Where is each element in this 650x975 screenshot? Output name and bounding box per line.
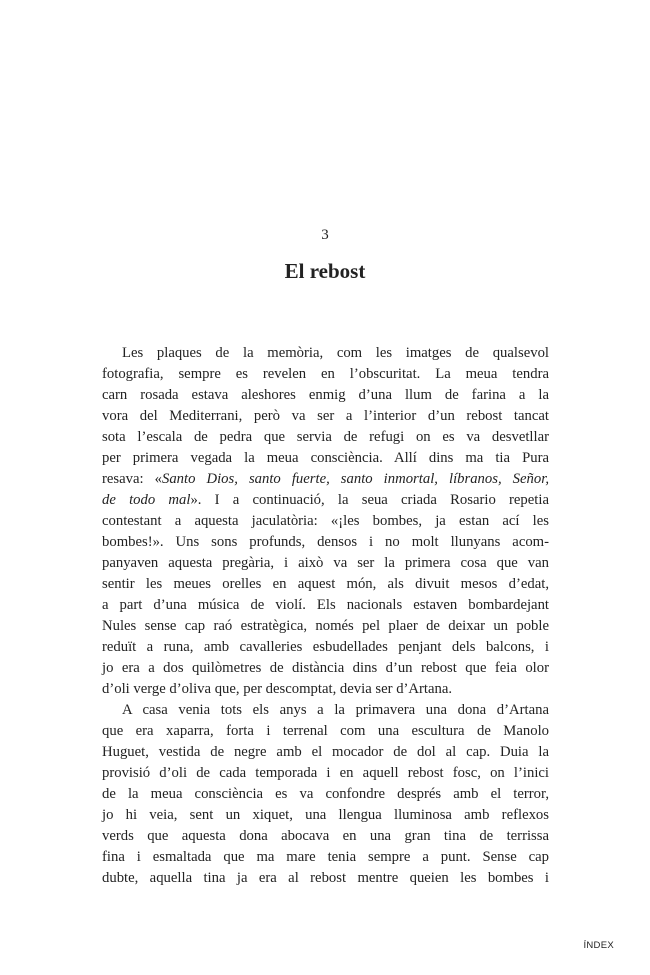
text-line: carn rosada estava aleshores enmig d’una llum de farina a la	[102, 387, 549, 403]
text-line: jo hi veia, sent un xiquet, una llengua lluminosa amb reflexos	[102, 807, 549, 823]
text-line: Les plaques de la memòria, com les imatges de qualsevol	[122, 345, 549, 361]
chapter-title: El rebost	[284, 259, 366, 283]
text-run: ». I a continuació, la seua criada Rosario repetia	[190, 492, 549, 508]
text-line: bombes!». Uns sons profunds, densos i no molt llunyans acom-	[102, 534, 549, 550]
text-line: d’oli verge d’oliva que, per descomptat, devia ser d’Artana.	[102, 681, 453, 697]
text-line: que era xaparra, forta i terrenal com una escultura de Manolo	[102, 723, 549, 739]
text-line: panyaven aquesta pregària, i això va ser la primera cosa que van	[102, 555, 549, 571]
text-line: provisió d’oli de cada temporada i en aquell rebost fosc, on l’inici	[102, 765, 549, 781]
text-line: per primera vegada la meua consciència. Allí dins ma tia Pura	[102, 450, 549, 466]
text-line: reduït a runa, amb cavalleries esbudellades penjant dels balcons, i	[102, 639, 549, 655]
italic-quote: de todo mal	[102, 492, 191, 508]
text-line: dubte, aquella tina ja era al rebost mentre queien les bombes i	[102, 870, 549, 886]
text-line: Huguet, vestida de negre amb el mocador de dol al cap. Duia la	[102, 744, 549, 760]
text-line: sota l’escala de pedra que servia de refugi on es va desvetllar	[102, 429, 549, 445]
text-line: vora del Mediterrani, però va ser a l’interior d’un rebost tancat	[102, 408, 549, 424]
text-line: Nules sense cap raó estratègica, només pel plaer de deixar un poble	[102, 618, 549, 634]
text-line	[102, 469, 549, 490]
chapter-number: 3	[321, 227, 329, 243]
text-line: contestant a aquesta jaculatòria: «¡les bombes, ja estan ací les	[102, 513, 549, 529]
text-line: fotografia, sempre es revelen en l’obscuritat. La meua tendra	[102, 366, 549, 382]
text-line: de la meua consciència es va confondre després amb el terror,	[102, 786, 549, 802]
text-run: resava: «	[102, 471, 162, 487]
text-line: a part d’una música de violí. Els nacionals estaven bombardejant	[102, 597, 549, 613]
text-line: verds que aquesta dona abocava en una gran tina de terrissa	[102, 828, 549, 844]
text-line: A casa venia tots els anys a la primavera una dona d’Artana	[122, 702, 549, 718]
body-text	[102, 343, 549, 889]
text-line: jo era a dos quilòmetres de distància dins d’un rebost que feia olor	[102, 660, 549, 676]
text-line: fina i esmaltada que ma mare tenia sempre a punt. Sense cap	[102, 849, 549, 865]
italic-quote: Santo Dios, santo fuerte, santo inmortal, líbranos, Señor,	[161, 471, 549, 487]
text-line: sentir les meues orelles en aquest món, als divuit mesos d’edat,	[102, 576, 549, 592]
index-link[interactable]: ÍNDEX	[583, 940, 614, 951]
text-line	[102, 490, 549, 511]
